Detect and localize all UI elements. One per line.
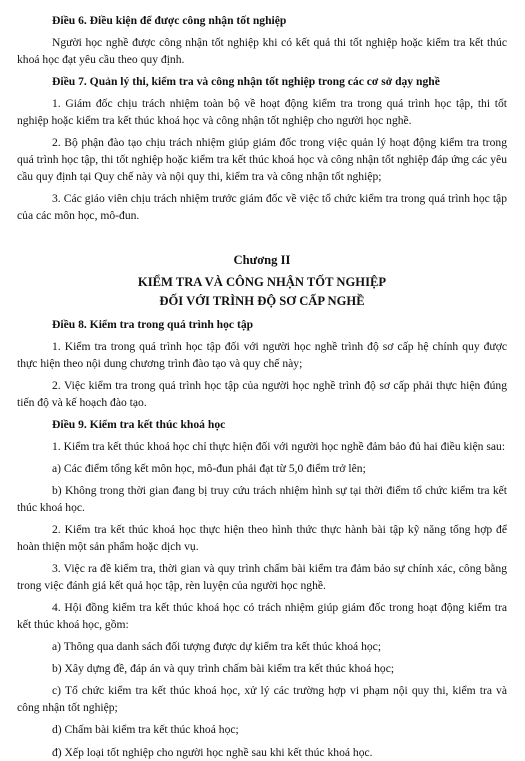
article-8-clause-1: 1. Kiểm tra trong quá trình học tập đối với người học nghề trình độ sơ cấp hệ chính quy được thực hiện theo nội dung chương trình đào tạo và quy chế này; <box>17 340 507 370</box>
article-9-heading: Điều 9. Kiểm tra kết thúc khoá học <box>52 418 226 431</box>
article-9-clause-1: 1. Kiểm tra kết thúc khoá học chỉ thực hiện đối với người học nghề đảm bảo đủ hai điều kiện sau: <box>52 440 506 454</box>
chapter-number: Chương II <box>233 252 291 267</box>
article-9-clause-4c: c) Tổ chức kiểm tra kết thúc khoá học, xử lý các trường hợp vi phạm nội quy thi, kiểm tra và công nhận tốt nghiệp; <box>17 684 507 715</box>
article-8-clause-2: 2. Việc kiểm tra trong quá trình học tập của người học nghề trình độ sơ cấp phải thực hiện đúng tiến độ và kế hoạch đào tạo. <box>17 379 507 409</box>
chapter-subtitle: ĐỐI VỚI TRÌNH ĐỘ SƠ CẤP NGHỀ <box>159 293 365 308</box>
article-7-clause-1: 1. Giám đốc chịu trách nhiệm toàn bộ về hoạt động kiểm tra trong quá trình học tập, thi tốt nghiệp hoặc kiểm tra kết thúc khoá học và công nhận tốt nghiệp cho người học nghề. <box>17 97 507 128</box>
article-9-clause-4: 4. Hội đồng kiểm tra kết thúc khoá học có trách nhiệm giúp giám đốc trong hoạt động kiểm tra kết thúc khoá học, gồm: <box>17 601 507 632</box>
article-7-heading: Điều 7. Quản lý thi, kiểm tra và công nhận tốt nghiệp trong các cơ sở dạy nghề <box>52 75 440 89</box>
article-9-clause-1a: a) Các điểm tổng kết môn học, mô-đun phải đạt từ 5,0 điểm trở lên; <box>52 462 366 476</box>
article-9-clause-2: 2. Kiểm tra kết thúc khoá học thực hiện theo hình thức thực hành bài tập kỹ năng tổng hợp để hoàn thiện một sản phẩm hoặc dịch vụ. <box>17 523 507 554</box>
article-9-clause-4a: a) Thông qua danh sách đối tượng được dự kiểm tra kết thúc khoá học; <box>52 640 382 654</box>
article-6-heading: Điều 6. Điều kiện để được công nhận tốt nghiệp <box>52 14 287 27</box>
article-8-heading: Điều 8. Kiểm tra trong quá trình học tập <box>52 317 254 331</box>
article-6-paragraph: Người học nghề được công nhận tốt nghiệp khi có kết quả thi tốt nghiệp hoặc kiểm tra kết thúc khoá học đạt yêu cầu theo quy định. <box>17 36 507 66</box>
article-9-clause-4b: b) Xây dựng đề, đáp án và quy trình chấm bài kiểm tra kết thúc khoá học; <box>52 662 395 676</box>
article-7-clause-3: 3. Các giáo viên chịu trách nhiệm trước giám đốc về việc tổ chức kiểm tra trong quá trình học tập của các môn học, mô-đun. <box>17 192 507 222</box>
article-9-clause-3: 3. Việc ra đề kiểm tra, thời gian và quy trình chấm bài kiểm tra đảm bảo sự chính xác, công bằng trong việc đánh giá kết quả học tập, rèn luyện của người học nghề. <box>17 562 507 593</box>
article-9-clause-4dd: đ) Xếp loại tốt nghiệp cho người học nghề sau khi kết thúc khoá học. <box>52 745 373 759</box>
chapter-title: KIỂM TRA VÀ CÔNG NHẬN TỐT NGHIỆP <box>137 274 387 289</box>
article-9-clause-1b: b) Không trong thời gian đang bị truy cứu trách nhiệm hình sự tại thời điểm tổ chức kiểm tra kết thúc khoá học. <box>17 484 507 515</box>
article-9-clause-4d: d) Chấm bài kiểm tra kết thúc khoá học; <box>52 723 239 737</box>
article-7-clause-2: 2. Bộ phận đào tạo chịu trách nhiệm giúp giám đốc trong việc quản lý hoạt động kiểm tra trong quá trình học tập, thi tốt nghiệp hoặc kiểm tra kết thúc khoá học và công nhận tốt nghiệp đáp ứng các yêu cầu quy định tại Quy chế này và nội quy thi, kiểm tra và công nhận tốt nghiệp; <box>17 136 507 183</box>
